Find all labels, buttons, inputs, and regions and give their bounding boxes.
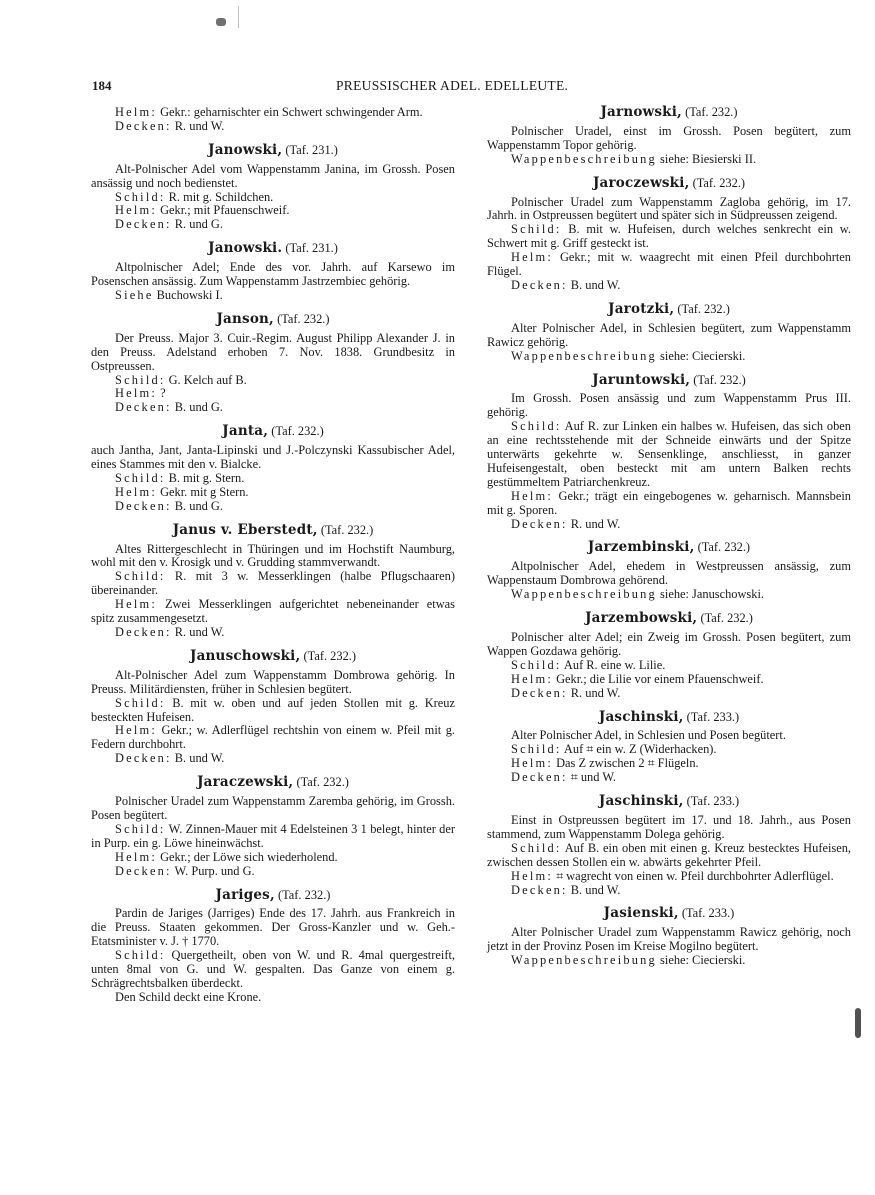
entry-paragraph <box>91 218 455 232</box>
entry-heading <box>487 106 851 120</box>
running-title: PREUSSISCHER ADEL. EDELLEUTE. <box>336 78 569 93</box>
entry-paragraph <box>91 626 455 640</box>
entry <box>487 612 851 700</box>
entry-name: Jaraczewski, <box>197 774 294 791</box>
field-text: Der Preuss. Major 3. Cuir.-Regim. August Philipp Alexander J. in den Preuss. Adelstand erhoben 7. Nov. 1838. Grundbesitz in Ostpreussen. <box>91 330 455 373</box>
entry-heading <box>91 776 455 790</box>
left-column <box>91 106 455 1015</box>
entry <box>487 708 851 786</box>
entry <box>487 106 851 167</box>
field-text: Alter Polnischer Adel, in Schlesien und Posen begütert. <box>511 728 786 743</box>
field-text: Polnischer Uradel zum Wappenstamm Zagloba gehörig, im 17. Jahrh. in Ostpreussen begütert und später sich in Südpreussen zeigend. <box>487 194 851 223</box>
field-label: Siehe <box>115 287 154 302</box>
scan-mark <box>216 18 226 26</box>
field-text: Gekr.; die Lilie vor einem Pfauenschweif. <box>552 671 764 686</box>
field-label: Wappenbeschreibung <box>511 953 657 968</box>
field-label: Decken: <box>115 863 172 878</box>
entry <box>91 425 455 513</box>
entry-paragraph <box>487 420 851 490</box>
field-text: Alt-Polnischer Adel vom Wappenstamm Janina, im Grossh. Posen ansässig und noch bedienstet. <box>91 161 455 190</box>
field-text: Polnischer Uradel zum Wappenstamm Zaremba gehörig, im Grossh. Posen begütert. <box>91 794 455 822</box>
plate-reference: (Taf. 233.) <box>686 794 740 809</box>
entry-paragraph <box>487 771 851 785</box>
entry-name: Janta, <box>222 423 269 440</box>
field-text: Polnischer alter Adel; ein Zweig im Grossh. Posen begütert, zum Wappen Gozdawa gehörig. <box>487 630 851 658</box>
entry <box>91 886 455 1005</box>
field-text: R. mit 3 w. Messerklingen (halbe Pflugschaaren) übereinander. <box>91 569 455 598</box>
field-label: Decken: <box>511 685 568 700</box>
field-label: Helm: <box>511 868 553 883</box>
entry-name: Janson, <box>216 310 274 327</box>
entry <box>487 174 851 293</box>
entry-paragraph <box>487 350 851 364</box>
field-text: Altpolnischer Adel, ehedem in Westpreussen ansässig, zum Wappenstaum Dombrowa gehörend. <box>487 559 851 588</box>
right-column <box>487 106 851 978</box>
field-label: Helm: <box>115 849 157 864</box>
field-text: B. und G. <box>171 400 223 415</box>
field-text: siehe: Januschowski. <box>656 587 764 602</box>
field-text: Den Schild deckt eine Krone. <box>115 989 262 1004</box>
field-text: Gekr. mit g Stern. <box>156 484 249 499</box>
field-label: Helm: <box>115 597 157 612</box>
entry-paragraph <box>91 472 455 486</box>
field-text: Im Grossh. Posen ansässig und zum Wappenstamm Prus III. gehörig. <box>487 391 851 420</box>
plate-reference: (Taf. 232.) <box>692 175 746 190</box>
field-text: siehe: Ciecierski. <box>656 348 746 363</box>
field-text: Quergetheilt, oben von W. und R. 4mal quergestreift, unten 8mal von G. und W. gespalten. Das Ganze von einem g. Schrägrechtsbalken überdeckt. <box>91 948 455 990</box>
entry <box>487 795 851 897</box>
field-text: siehe: Biesierski II. <box>656 151 757 166</box>
page-number: 184 <box>92 78 112 93</box>
field-text: R. und W. <box>567 685 621 700</box>
entry-name: Jariges, <box>215 886 275 903</box>
field-label: Decken: <box>115 118 172 133</box>
field-text: B. und W. <box>567 277 621 292</box>
field-text: R. und G. <box>171 217 223 232</box>
plate-reference: (Taf. 232.) <box>277 311 330 326</box>
entry <box>91 776 455 878</box>
plate-reference: (Taf. 232.) <box>271 424 324 439</box>
entry <box>487 300 851 364</box>
entry-paragraph <box>487 490 851 518</box>
field-label: Helm: <box>511 756 553 771</box>
entry-paragraph <box>91 163 455 191</box>
entry-heading <box>487 300 851 317</box>
entry-paragraph <box>91 486 455 500</box>
entry-heading <box>487 795 851 809</box>
entry-paragraph <box>91 500 455 514</box>
plate-reference: (Taf. 233.) <box>681 906 735 921</box>
entry-paragraph <box>487 870 851 884</box>
field-label: Schild: <box>115 569 166 584</box>
entry-heading <box>487 612 851 626</box>
entry-name: Jarzembinski, <box>587 539 695 556</box>
entry-paragraph <box>487 279 851 293</box>
entry-paragraph <box>91 865 455 879</box>
field-label: Schild: <box>115 948 166 963</box>
field-text: B. und W. <box>567 882 621 897</box>
plate-reference: (Taf. 232.) <box>693 372 746 387</box>
field-text: Altes Rittergeschlecht in Thüringen und im Hochstift Naumburg, wohl mit den v. Krosigk und v. Grudding stammverwandt. <box>91 541 455 570</box>
entry-paragraph <box>91 907 455 949</box>
entry <box>91 242 455 303</box>
entry-heading <box>487 708 851 725</box>
plate-reference: (Taf. 231.) <box>285 142 338 157</box>
entry-paragraph <box>91 752 455 766</box>
entry-paragraph <box>487 196 851 224</box>
entry-paragraph <box>91 823 455 851</box>
entry-paragraph <box>487 926 851 954</box>
entry-heading <box>91 521 455 538</box>
field-text: Einst in Ostpreussen begütert im 17. und 18. Jahrh., aus Posen stammend, zum Wappenstamm Dolega gehörig. <box>487 812 851 841</box>
field-label: Schild: <box>115 189 166 204</box>
field-text: Auf ⌗ ein w. Z (Widerhacken). <box>561 742 717 757</box>
plate-reference: (Taf. 232.) <box>277 887 331 902</box>
entry-heading <box>91 242 455 256</box>
field-label: Decken: <box>511 516 568 531</box>
scan-mark <box>855 1008 861 1038</box>
field-label: Helm: <box>115 723 157 738</box>
field-text: Gekr.: geharnischter ein Schwert schwingender Arm. <box>156 105 423 119</box>
field-label: Decken: <box>115 498 172 513</box>
entry-paragraph <box>91 991 455 1005</box>
field-text: Polnischer Uradel, einst im Grossh. Posen begütert, zum Wappenstamm Topor gehörig. <box>487 123 851 152</box>
plate-reference: (Taf. 232.) <box>677 301 730 316</box>
entry-paragraph <box>91 401 455 415</box>
field-label: Schild: <box>511 657 562 672</box>
entry <box>487 907 851 968</box>
entry <box>91 106 455 134</box>
field-text: B. mit g. Stern. <box>165 470 245 485</box>
entry <box>91 310 455 415</box>
entry-paragraph <box>487 560 851 588</box>
entry-paragraph <box>487 251 851 279</box>
field-text: Buchowski I. <box>153 287 223 302</box>
field-text: R. und W. <box>567 516 621 531</box>
field-text: B. und G. <box>171 498 223 513</box>
field-text: siehe: Ciecierski. <box>656 953 746 968</box>
entry-name: Jaroczewski, <box>592 174 690 191</box>
entry-paragraph <box>487 392 851 420</box>
field-text: Zwei Messerklingen aufgerichtet nebeneinander etwas spitz zusammengesetzt. <box>91 597 455 626</box>
entry-paragraph <box>91 289 455 303</box>
entry-name: Januschowski, <box>190 647 301 664</box>
entry-paragraph <box>91 374 455 388</box>
entry <box>91 647 455 766</box>
field-text: Alter Polnischer Adel, in Schlesien begütert, zum Wappenstamm Rawicz gehörig. <box>487 320 851 349</box>
plate-reference: (Taf. 232.) <box>296 775 349 790</box>
field-text: Auf R. eine w. Lilie. <box>561 657 666 672</box>
field-label: Schild: <box>115 695 166 710</box>
entry-paragraph <box>91 543 455 571</box>
field-text: B. und W. <box>171 751 225 766</box>
entry-paragraph <box>91 669 455 697</box>
entry-name: Janus v. Eberstedt, <box>172 521 318 538</box>
field-label: Schild: <box>511 222 562 237</box>
field-label: Helm: <box>115 484 157 499</box>
entry-paragraph <box>91 261 455 289</box>
entry-heading <box>91 310 455 327</box>
field-text: R. und W. <box>171 118 225 133</box>
entry-paragraph <box>91 191 455 205</box>
plate-reference: (Taf. 232.) <box>320 522 374 537</box>
field-text: B. mit w. Hufeisen, durch welches senkrecht ein w. Schwert mit g. Griff gesteckt ist. <box>487 222 851 251</box>
entry-name: Jaschinski, <box>598 708 684 725</box>
field-text: Auf R. zur Linken ein halbes w. Hufeisen, das sich oben an eine rechtsstehende mit der Schneide einwärts und der Spitze unterwärts gekehrte w. Sensenklinge, anschliesst, in ganzer Hufeisengestalt, oben besteckt mit am untern Balken rechts gestümmeltem Patriarchenkreuz. <box>487 419 851 489</box>
field-text: ⌗ wagrecht von einen w. Pfeil durchbohrter Adlerflügel. <box>552 868 834 883</box>
entry-name: Jaschinski, <box>598 793 684 810</box>
entry-heading <box>487 371 851 388</box>
entry-paragraph <box>91 697 455 725</box>
entry-paragraph <box>487 631 851 659</box>
field-label: Schild: <box>115 470 166 485</box>
entry-paragraph <box>487 588 851 602</box>
field-label: Helm: <box>115 203 157 218</box>
field-label: Decken: <box>115 625 172 639</box>
entry-paragraph <box>487 673 851 687</box>
entry-paragraph <box>487 884 851 898</box>
field-text: B. mit w. oben und auf jeden Stollen mit g. Kreuz besteckten Hufeisen. <box>91 695 455 724</box>
entry-heading <box>91 425 455 439</box>
entry-paragraph <box>487 322 851 350</box>
field-text: Gekr.; mit w. waagrecht mit einen Pfeil durchbohrten Flügel. <box>487 250 851 279</box>
field-text: Gekr.; der Löwe sich wiederholend. <box>156 849 338 864</box>
entry-paragraph <box>91 851 455 865</box>
field-label: Helm: <box>511 250 553 265</box>
entry-paragraph <box>91 387 455 401</box>
field-text: Pardin de Jariges (Jarriges) Ende des 17. Jahrh. aus Frankreich in die Preuss. Staaten gekommen. Der Gross-Kanzler und w. Geh.-Etatsminister v. J. † 1770. <box>91 906 455 949</box>
field-label: Helm: <box>115 386 157 401</box>
entry-name: Janowski. <box>208 240 283 257</box>
entry-paragraph <box>91 204 455 218</box>
entry-paragraph <box>91 724 455 752</box>
field-label: Schild: <box>115 372 166 387</box>
plate-reference: (Taf. 231.) <box>285 241 338 256</box>
field-text: Alt-Polnischer Adel zum Wappenstamm Dombrowa gehörig. In Preuss. Militärdiensten, früher in Schlesien begütert. <box>91 667 455 696</box>
field-label: Decken: <box>511 882 568 897</box>
entry-heading <box>91 141 455 158</box>
entry-paragraph <box>91 444 455 472</box>
entry-paragraph <box>487 223 851 251</box>
field-label: Wappenbeschreibung <box>511 587 657 602</box>
entry-heading <box>91 647 455 664</box>
entry-paragraph <box>487 518 851 532</box>
field-text: auch Jantha, Jant, Janta-Lipinski und J.-Polczynski Kassubischer Adel, eines Stammes mit den v. Bialcke. <box>91 443 455 472</box>
entry-name: Jaruntowski, <box>592 371 691 388</box>
field-text: Gekr.; w. Adlerflügel rechtshin von einem w. Pfeil mit g. Federn durchbohrt. <box>91 723 455 752</box>
entry-paragraph <box>91 795 455 823</box>
entry-heading <box>487 907 851 921</box>
field-label: Wappenbeschreibung <box>511 348 657 363</box>
field-label: Schild: <box>115 821 166 836</box>
entry-paragraph <box>487 125 851 153</box>
field-label: Decken: <box>511 770 568 785</box>
entry-paragraph <box>487 814 851 842</box>
field-label: Helm: <box>511 488 553 503</box>
entry-paragraph <box>487 954 851 968</box>
field-label: Helm: <box>511 671 553 686</box>
field-label: Schild: <box>511 742 562 757</box>
field-label: Helm: <box>115 105 157 119</box>
field-text: ⌗ und W. <box>567 770 616 785</box>
field-label: Schild: <box>511 840 562 855</box>
entry-name: Jasienski, <box>603 905 679 922</box>
field-label: Decken: <box>115 217 172 232</box>
entry-paragraph <box>487 659 851 673</box>
field-label: Decken: <box>511 277 568 292</box>
entry-heading <box>487 541 851 555</box>
entry-paragraph <box>487 743 851 757</box>
entry <box>91 521 455 640</box>
entry-paragraph <box>91 598 455 626</box>
entry-heading <box>487 174 851 191</box>
field-label: Schild: <box>511 419 562 434</box>
field-text: Altpolnischer Adel; Ende des vor. Jahrh. auf Karsewo im Posenschen ansässig. Zum Wappenstamm Jastrzembiec gehörig. <box>91 260 455 289</box>
entry-paragraph <box>487 757 851 771</box>
field-text: Auf B. ein oben mit einen g. Kreuz bestecktes Hufeisen, zwischen dessen Stollen ein w. abwärts gekehrter Pfeil. <box>487 840 851 869</box>
entry-paragraph <box>487 153 851 167</box>
field-text: Alter Polnischer Uradel zum Wappenstamm Rawicz gehörig, noch jetzt in der Provinz Posen im Kreise Mogilno begütert. <box>487 925 851 954</box>
plate-reference: (Taf. 232.) <box>685 105 738 119</box>
entry <box>487 371 851 532</box>
plate-reference: (Taf. 232.) <box>700 611 753 626</box>
field-text: ? <box>156 386 166 401</box>
entry-paragraph <box>487 729 851 743</box>
field-label: Decken: <box>115 751 172 766</box>
entry-paragraph <box>91 949 455 991</box>
field-label: Wappenbeschreibung <box>511 151 657 166</box>
entry-paragraph <box>487 842 851 870</box>
scan-mark <box>238 6 239 28</box>
field-text: Das Z zwischen 2 ⌗ Flügeln. <box>552 756 699 771</box>
field-text: R. und W. <box>171 625 225 639</box>
field-text: Gekr.; mit Pfauenschweif. <box>156 203 290 218</box>
plate-reference: (Taf. 232.) <box>697 540 751 555</box>
entry-paragraph <box>91 106 455 120</box>
plate-reference: (Taf. 233.) <box>686 709 740 724</box>
field-label: Decken: <box>115 400 172 415</box>
field-text: W. Purp. und G. <box>171 863 255 878</box>
entry-paragraph <box>91 570 455 598</box>
entry-name: Jarotzki, <box>608 300 675 317</box>
field-text: W. Zinnen-Mauer mit 4 Edelsteinen 3 1 belegt, hinter der in Purp. ein g. Löwe hineinwächst. <box>91 821 455 850</box>
entry-heading <box>91 886 455 903</box>
entry-paragraph <box>487 687 851 701</box>
entry <box>91 141 455 232</box>
field-text: R. mit g. Schildchen. <box>165 189 274 204</box>
entry-name: Jarnowski, <box>600 104 682 120</box>
field-text: G. Kelch auf B. <box>165 372 247 387</box>
entry-name: Janowski, <box>208 141 283 158</box>
entry-paragraph <box>91 120 455 134</box>
entry-name: Jarzembowski, <box>585 610 698 627</box>
plate-reference: (Taf. 232.) <box>303 648 356 663</box>
entry-paragraph <box>91 332 455 374</box>
entry <box>487 541 851 602</box>
field-text: Gekr.; trägt ein eingebogenes w. geharnisch. Mannsbein mit g. Sporen. <box>487 488 851 517</box>
